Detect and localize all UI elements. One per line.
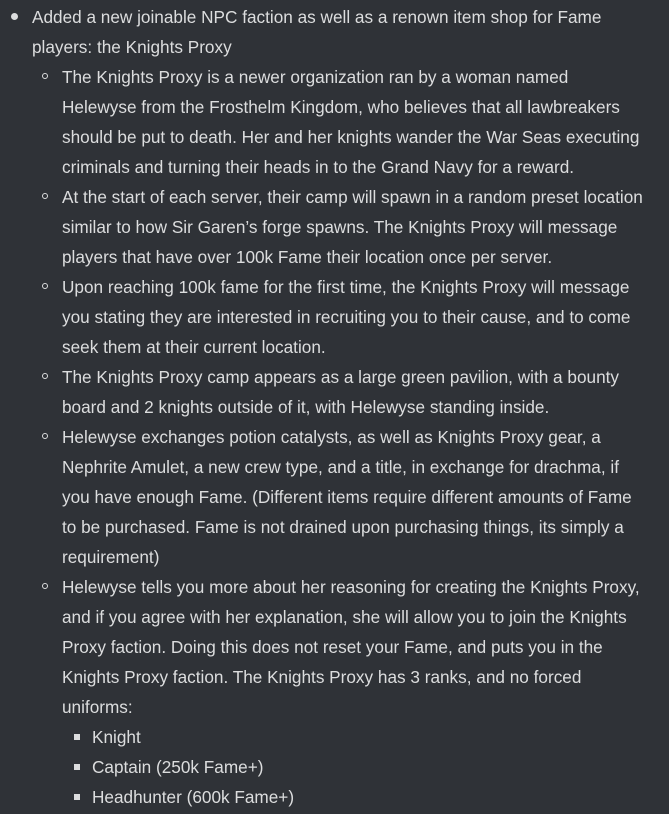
detail-text: Upon reaching 100k fame for the first time, the Knights Proxy will message you stating they are interested in recruiting you to their cause, and to come seek them at their current location.: [62, 277, 631, 357]
bullet-circle-icon: [42, 193, 48, 199]
bullet-disc-icon: [11, 13, 18, 20]
detail-text: The Knights Proxy is a newer organization ran by a woman named Helewyse from the Frosthelm Kingdom, who believes that all lawbreakers should be put to death. Her and her knights wander the War Seas executing criminals and turning their heads in to the Grand Navy for a reward.: [62, 67, 640, 177]
list-item-knights-proxy-summary: [0, 2, 669, 812]
rank-text: Knight: [92, 727, 141, 747]
list-item-detail: [32, 572, 643, 812]
list-item-detail: [32, 182, 643, 272]
detail-text: Helewyse exchanges potion catalysts, as well as Knights Proxy gear, a Nephrite Amulet, a new crew type, and a title, in exchange for drachma, if you have enough Fame. (Different items require different amounts of Fame to be purchased. Fame is not drained upon purchasing things, its simply a requirement): [62, 427, 632, 567]
detail-text: At the start of each server, their camp will spawn in a random preset location similar to how Sir Garen’s forge spawns. The Knights Proxy will message players that have over 100k Fame their location once per server.: [62, 187, 643, 267]
summary-text: Added a new joinable NPC faction as well as a renown item shop for Fame players: the Knights Proxy: [32, 7, 602, 57]
list-item-rank: [62, 722, 643, 752]
bullet-circle-icon: [42, 583, 48, 589]
bullet-circle-icon: [42, 73, 48, 79]
bullet-square-icon: [74, 794, 80, 800]
list-item-detail: [32, 422, 643, 572]
list-item-detail: [32, 362, 643, 422]
bullet-square-icon: [74, 734, 80, 740]
list-item-rank: [62, 782, 643, 812]
detail-text: The Knights Proxy camp appears as a large green pavilion, with a bounty board and 2 knights outside of it, with Helewyse standing inside.: [62, 367, 619, 417]
bullet-circle-icon: [42, 373, 48, 379]
list-item-rank: [62, 752, 643, 782]
rank-text: Headhunter (600k Fame+): [92, 787, 295, 807]
list-item-detail: [32, 62, 643, 182]
list-item-detail: [32, 272, 643, 362]
detail-bullet-list: [32, 62, 643, 812]
bullet-circle-icon: [42, 433, 48, 439]
rank-text: Captain (250k Fame+): [92, 757, 264, 777]
bullet-square-icon: [74, 764, 80, 770]
detail-text: Helewyse tells you more about her reasoning for creating the Knights Proxy, and if you agree with her explanation, she will allow you to join the Knights Proxy faction. Doing this does not reset your Fame, and puts you in the Knights Proxy faction. The Knights Proxy has 3 ranks, and no forced uniforms:: [62, 577, 640, 717]
rank-bullet-list: [62, 722, 643, 812]
top-level-bullet-list: [0, 2, 669, 812]
bullet-circle-icon: [42, 283, 48, 289]
